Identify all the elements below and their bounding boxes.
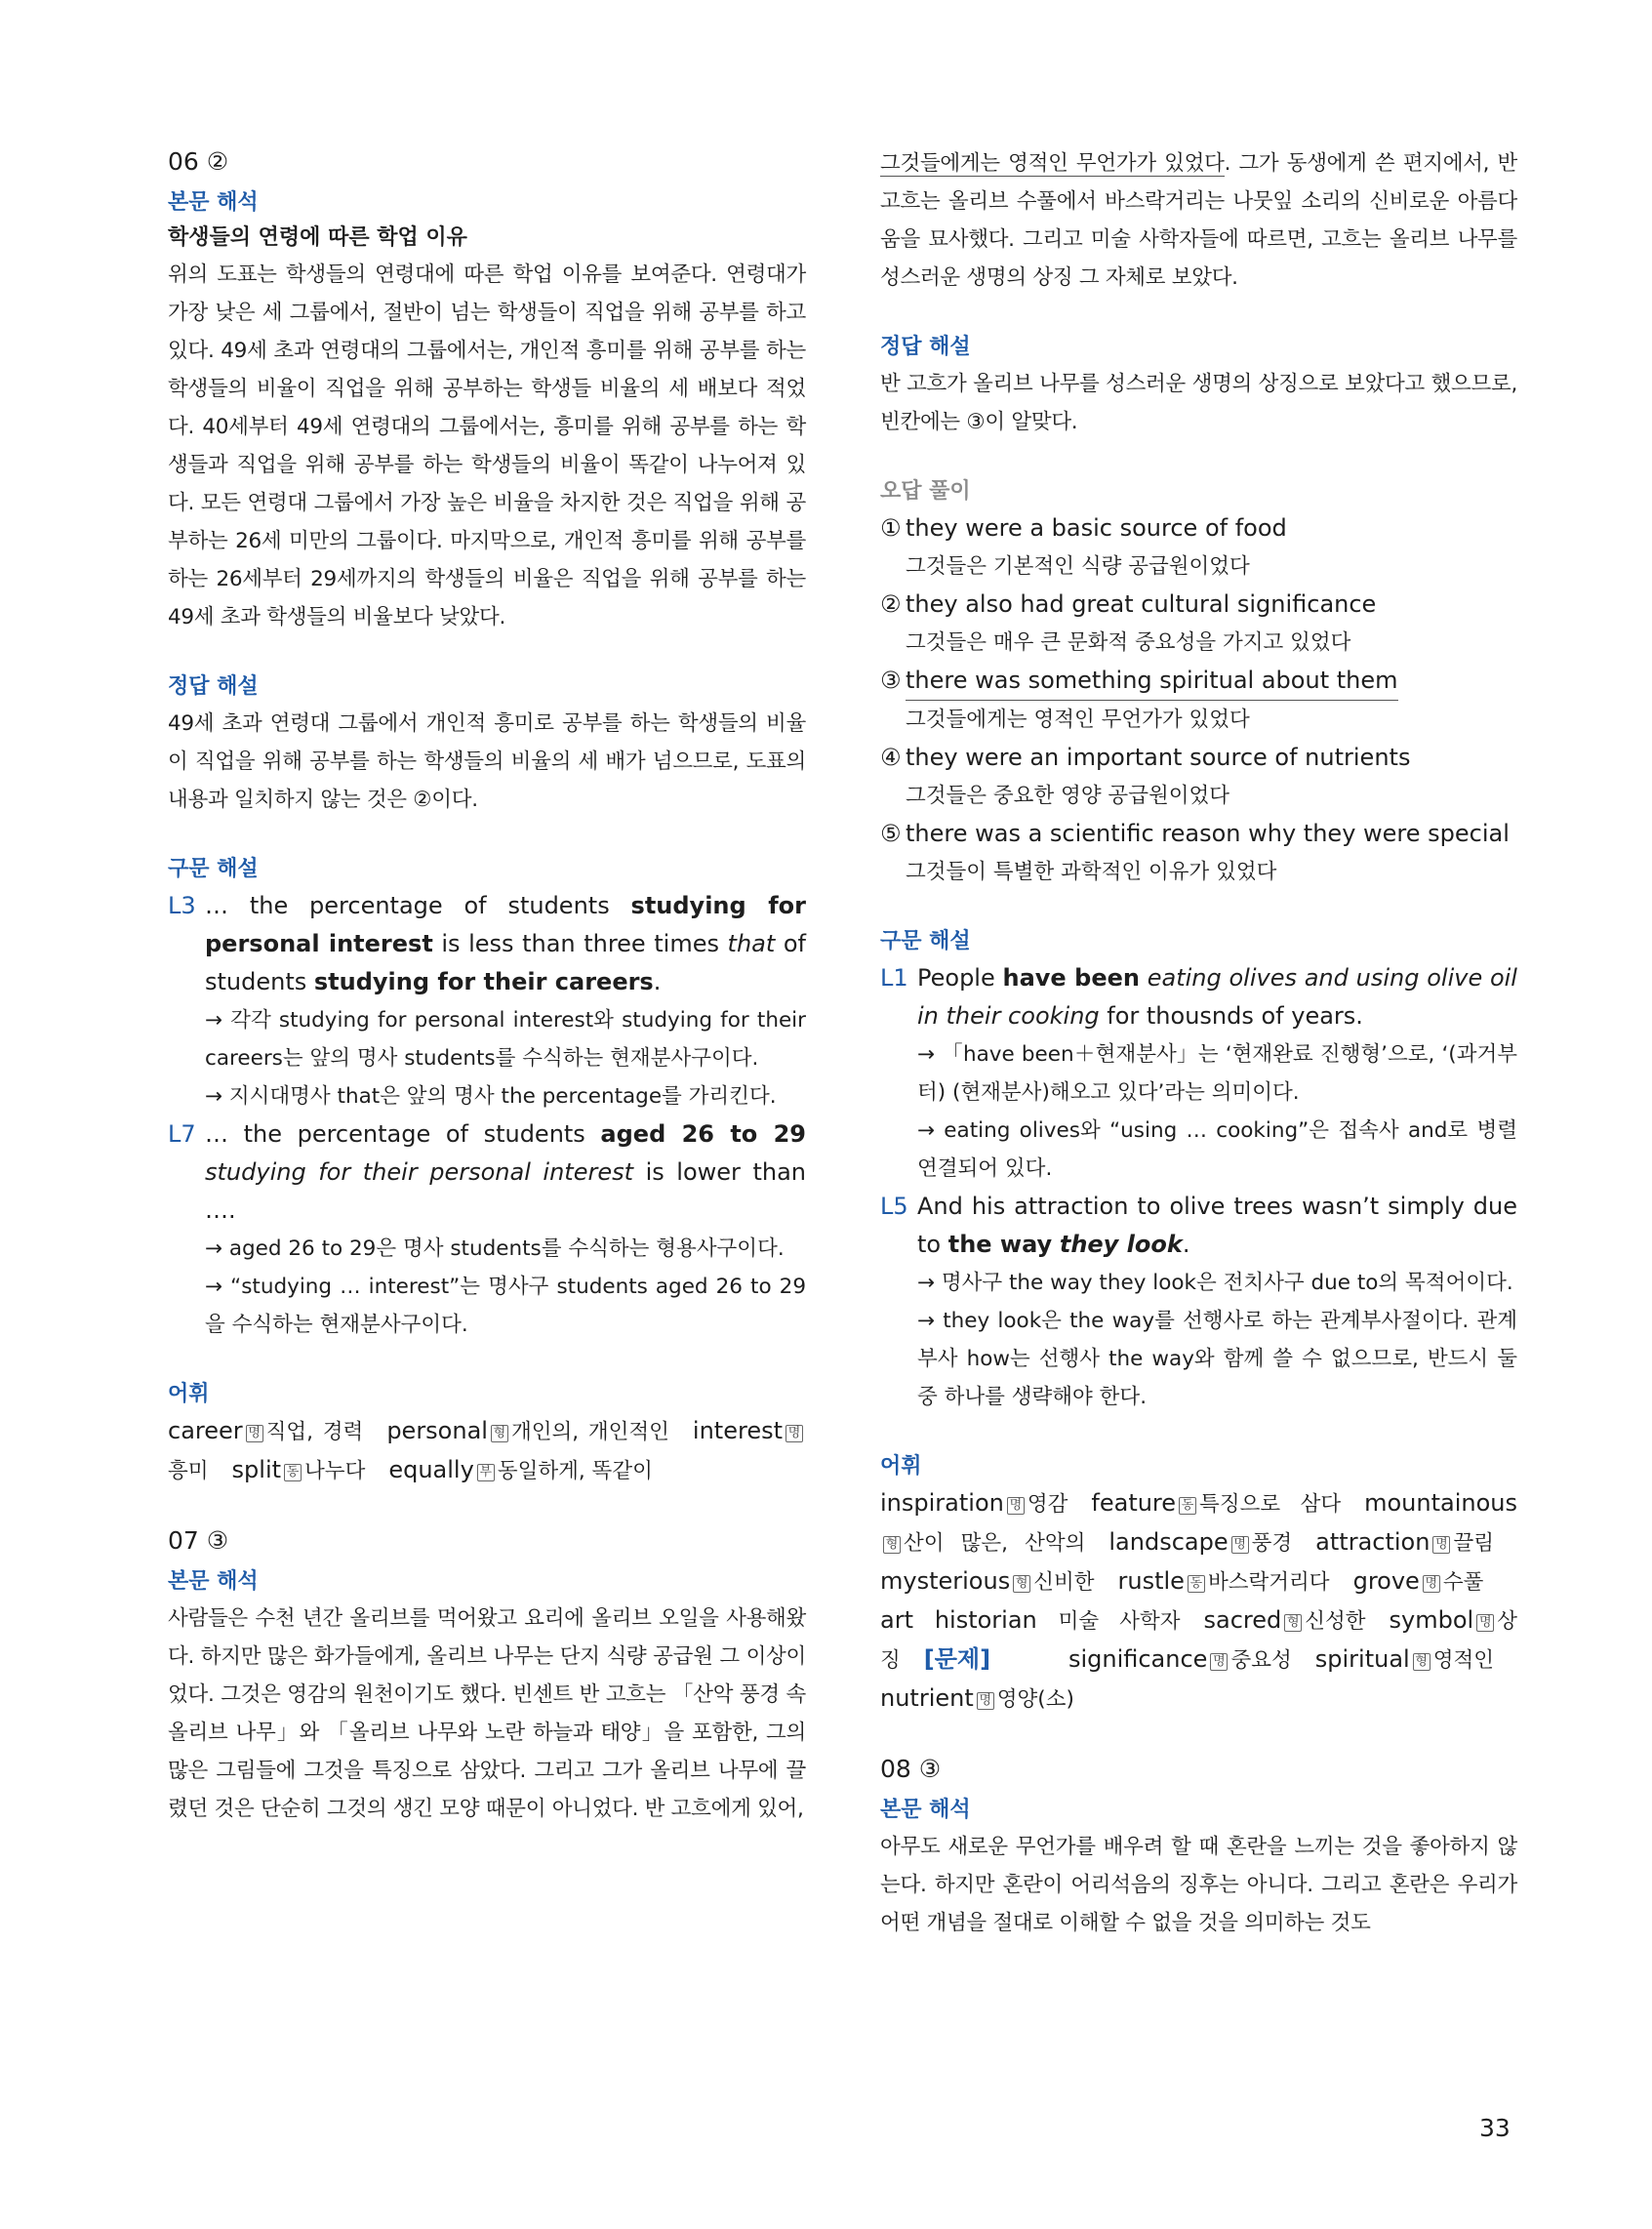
vocab-meaning: 개인의, 개인적인 xyxy=(510,1420,669,1444)
vocab-item xyxy=(1315,1528,1494,1556)
vocab-meaning: 영양(소) xyxy=(996,1687,1074,1712)
page-number: 33 xyxy=(1479,2114,1511,2142)
vocab-word: symbol xyxy=(1389,1606,1474,1634)
pos-tag: 형 xyxy=(491,1425,508,1442)
vocab-item xyxy=(1118,1567,1330,1595)
line-label: L5 xyxy=(880,1193,908,1220)
q06-syntax-l7 xyxy=(168,1115,806,1344)
l7-note-1: → aged 26 to 29은 명사 students를 수식하는 형용사구이다. xyxy=(205,1236,785,1261)
vocab-word: mysterious xyxy=(880,1567,1011,1595)
q07-translation-heading: 본문 해석 xyxy=(168,1569,259,1594)
vocab-meaning: 동일하게, 똑같이 xyxy=(497,1459,653,1483)
vocab-meaning: 신성한 xyxy=(1305,1609,1366,1634)
pos-tag: 형 xyxy=(1013,1575,1030,1593)
vocab-word: attraction xyxy=(1315,1528,1430,1556)
q07-syntax-l1 xyxy=(880,959,1517,1188)
vocab-item xyxy=(880,1684,1074,1712)
q06-syntax-heading: 구문 해설 xyxy=(168,857,259,881)
l3-note-1: → 각각 studying for personal interest와 studying for their careers는 앞의 명사 students를 수식하는 현재분사구이다. xyxy=(205,1008,806,1071)
vocab-item xyxy=(1203,1606,1365,1634)
vocab-word: equally xyxy=(388,1456,474,1483)
vocab-word: grove xyxy=(1352,1567,1420,1595)
option-english: they were an important source of nutrients xyxy=(906,744,1411,771)
vocab-meaning: 직업, 경력 xyxy=(265,1420,364,1444)
option-number: ② xyxy=(880,590,902,618)
vocab-word: significance xyxy=(1068,1645,1208,1673)
q08-translation-heading: 본문 해석 xyxy=(880,1798,971,1822)
q07-vocab-heading: 어휘 xyxy=(880,1454,922,1479)
option-english: there was something spiritual about them xyxy=(906,662,1398,701)
vocab-item xyxy=(386,1417,669,1444)
option-english: they also had great cultural significance xyxy=(906,590,1377,618)
q06-answer-heading: 정답 해설 xyxy=(168,674,259,699)
vocab-word: feature xyxy=(1091,1489,1177,1517)
q06-vocab xyxy=(168,1412,806,1490)
q07-syntax-l5 xyxy=(880,1188,1517,1416)
pos-tag: 명 xyxy=(1007,1497,1025,1515)
option-korean: 그것들이 특별한 과학적인 이유가 있었다 xyxy=(906,860,1277,884)
vocab-item xyxy=(1108,1528,1292,1556)
pos-tag: 형 xyxy=(1284,1614,1302,1632)
question-08-number: 08 ③ xyxy=(880,1755,942,1783)
option-1 xyxy=(880,509,1517,586)
vocab-word: spiritual xyxy=(1314,1645,1410,1673)
q07-vocab xyxy=(880,1484,1517,1719)
vocab-word: personal xyxy=(386,1417,488,1444)
line-label: L3 xyxy=(168,892,196,919)
l7-note-2: → “studying … interest”는 명사구 students aged 26 to 29을 수식하는 현재분사구이다. xyxy=(205,1275,806,1337)
vocab-meaning: 끌림 xyxy=(1453,1531,1494,1556)
vocab-item xyxy=(232,1456,366,1483)
l5-note-1: → 명사구 the way they look은 전치사구 due to의 목적어이다. xyxy=(917,1271,1513,1295)
pos-tag: 형 xyxy=(1413,1653,1430,1671)
pos-tag: 동 xyxy=(284,1464,302,1481)
vocab-meaning: 흥미 xyxy=(168,1459,209,1483)
pos-tag: 명 xyxy=(246,1425,263,1442)
vocab-word: sacred xyxy=(1203,1606,1282,1634)
option-4 xyxy=(880,739,1517,815)
option-korean: 그것들은 기본적인 식량 공급원이었다 xyxy=(906,554,1250,579)
l1-sentence: People have been eating olives and using olive oil in their cooking for thousnds of years. xyxy=(917,964,1517,1030)
vocab-meaning: 중요성 xyxy=(1230,1648,1292,1673)
pos-tag: 형 xyxy=(883,1536,901,1554)
l3-sentence: … the percentage of students studying for personal interest is less than three times that of students studying for their careers. xyxy=(205,892,807,995)
l1-note-2: → eating olives와 “using … cooking”은 접속사 and로 병렬 연결되어 있다. xyxy=(917,1118,1517,1181)
option-korean: 그것들에게는 영적인 무언가가 있었다 xyxy=(906,708,1250,732)
vocab-meaning: 산이 많은, 산악의 xyxy=(904,1531,1086,1556)
q06-vocab-heading: 어휘 xyxy=(168,1382,210,1406)
option-english: they were a basic source of food xyxy=(906,514,1287,542)
vocab-item xyxy=(1315,1645,1494,1673)
l5-sentence: And his attraction to olive trees wasn’t simply due to the way they look. xyxy=(917,1193,1517,1258)
option-3 xyxy=(880,662,1517,739)
vocab-word: art historian xyxy=(880,1606,1037,1634)
pos-tag: 명 xyxy=(786,1425,803,1442)
right-column xyxy=(880,144,1517,1942)
pos-tag: 동 xyxy=(1179,1497,1196,1515)
pos-tag: 명 xyxy=(1210,1653,1228,1671)
vocab-meaning: 수풀 xyxy=(1442,1570,1484,1595)
question-06-number: 06 ② xyxy=(168,147,229,176)
vocab-meaning: 바스락거리다 xyxy=(1207,1570,1330,1595)
pos-tag: 명 xyxy=(1432,1536,1450,1554)
q07-answer: 반 고흐가 올리브 나무를 성스러운 생명의 상징으로 보았다고 했으므로, 빈칸에는 ③이 알맞다. xyxy=(880,372,1517,434)
q06-syntax-l3 xyxy=(168,887,806,1115)
vocab-word: mountainous xyxy=(1364,1489,1517,1517)
q07-options xyxy=(880,509,1517,891)
option-5 xyxy=(880,815,1517,891)
vocab-word: nutrient xyxy=(880,1684,974,1712)
underlined-phrase: 그것들에게는 영적인 무언가가 있었다 xyxy=(880,151,1225,176)
vocab-meaning: 영감 xyxy=(1027,1492,1068,1517)
vocab-item xyxy=(880,1567,1095,1595)
vocab-meaning: 신비한 xyxy=(1033,1570,1095,1595)
q07-syntax-heading: 구문 해설 xyxy=(880,929,971,953)
q06-translation-heading: 본문 해석 xyxy=(168,190,259,215)
q07-translation-continued: 그것들에게는 영적인 무언가가 있었다. 그가 동생에게 쓴 편지에서, 반 고흐는 올리브 수풀에서 바스락거리는 나뭇잎 소리의 신비로운 아름다움을 묘사했다. 그리고 미술 사학자들에 따르면, 고흐는 올리브 나무를 성스러운 생명의 상징 그 자체로 보았다. xyxy=(880,151,1518,290)
vocab-meaning: 미술 사학자 xyxy=(1058,1609,1181,1634)
vocab-word: career xyxy=(168,1417,243,1444)
l1-note-1: → 「have been＋현재분사」는 ‘현재완료 진행형’으로, ‘(과거부터) (현재분사)해오고 있다’라는 의미이다. xyxy=(917,1042,1517,1105)
q08-translation: 아무도 새로운 무언가를 배우려 할 때 혼란을 느끼는 것을 좋아하지 않는다. 하지만 혼란이 어리석음의 징후는 아니다. 그리고 혼란은 우리가 어떤 개념을 절대로 이해할 수 없을 것을 의미하는 것도 xyxy=(880,1835,1517,1935)
pos-tag: 명 xyxy=(1476,1614,1494,1632)
option-number: ① xyxy=(880,514,902,542)
vocab-meaning: 나누다 xyxy=(304,1459,366,1483)
l5-note-2: → they look은 the way를 선행사로 하는 관계부사절이다. 관계부사 how는 선행사 the way와 함께 쓸 수 없으므로, 반드시 둘 중 하나를 생략해야 한다. xyxy=(917,1309,1517,1409)
l7-sentence: … the percentage of students aged 26 to 29 studying for their personal interest is lower than …. xyxy=(205,1120,807,1224)
question-07-number: 07 ③ xyxy=(168,1526,229,1555)
vocab-meaning: 영적인 xyxy=(1432,1648,1494,1673)
q06-answer: 49세 초과 연령대 그룹에서 개인적 흥미로 공부를 하는 학생들의 비율이 직업을 위해 공부를 하는 학생들의 비율의 세 배가 넘으므로, 도표의 내용과 일치하지 않는 것은 ②이다. xyxy=(168,711,806,812)
q06-translation: 위의 도표는 학생들의 연령대에 따른 학업 이유를 보여준다. 연령대가 가장 낮은 세 그룹에서, 절반이 넘는 학생들이 직업을 위해 공부를 하고 있다. 49세 초과 연령대의 그룹에서는, 개인적 흥미를 위해 공부를 하는 학생들의 비율이 직업을 위해 공부하는 학생들 비율의 세 배보다 적었다. 40세부터 49세 연령대의 그룹에서는, 흥미를 위해 공부를 하는 학생들과 직업을 위해 공부를 하는 학생들의 비율이 똑같이 나누어져 있다. 모든 연령대 그룹에서 가장 높은 비율을 차지한 것은 직업을 위해 공부하는 26세 미만의 그룹이다. 마지막으로, 개인적 흥미를 위해 공부를 하는 26세부터 29세까지의 학생들의 비율은 직업을 위해 공부를 하는 49세 초과 학생들의 비율보다 낮았다. xyxy=(168,263,806,629)
vocab-word: inspiration xyxy=(880,1489,1004,1517)
vocab-item: [문제] significance 명 중요성 xyxy=(923,1645,1292,1673)
line-label: L7 xyxy=(168,1120,196,1148)
pos-tag: 명 xyxy=(977,1692,994,1710)
vocab-word: rustle xyxy=(1117,1567,1185,1595)
option-number: ③ xyxy=(880,667,902,694)
vocab-meaning: 풍경 xyxy=(1251,1531,1293,1556)
vocab-word: interest xyxy=(692,1417,783,1444)
option-2 xyxy=(880,586,1517,662)
option-number: ④ xyxy=(880,744,902,771)
q06-subtitle: 학생들의 연령에 따른 학업 이유 xyxy=(168,225,467,250)
option-english: there was a scientific reason why they were special xyxy=(906,820,1510,847)
vocab-item xyxy=(1353,1567,1484,1595)
option-korean: 그것들은 매우 큰 문화적 중요성을 가지고 있었다 xyxy=(906,630,1351,655)
vocab-item xyxy=(1091,1489,1341,1517)
q07-wrong-heading: 오답 풀이 xyxy=(880,479,971,504)
vocab-item xyxy=(880,1606,1180,1634)
pos-tag: 명 xyxy=(1423,1575,1440,1593)
q07-translation-part-a: 사람들은 수천 년간 올리브를 먹어왔고 요리에 올리브 오일을 사용해왔다. 하지만 많은 화가들에게, 올리브 나무는 단지 식량 공급원 그 이상이었다. 그것은 영감의 원천이기도 했다. 빈센트 반 고흐는 「산악 풍경 속 올리브 나무」와 「올리브 나무와 노란 하늘과 태양」을 포함한, 그의 많은 그림들에 그것을 특징으로 삼았다. 그리고 그가 올리브 나무에 끌렸던 것은 단순히 그것의 생긴 모양 때문이 아니었다. 반 고흐에게 있어, xyxy=(168,1606,806,1821)
vocab-item xyxy=(168,1417,363,1444)
option-korean: 그것들은 중요한 영양 공급원이었다 xyxy=(906,784,1230,808)
vocab-item xyxy=(388,1456,653,1483)
vocab-word: split xyxy=(231,1456,282,1483)
left-column xyxy=(168,144,806,1828)
vocab-item xyxy=(880,1489,1068,1517)
pos-tag: 명 xyxy=(1231,1536,1249,1554)
pos-tag: 동 xyxy=(1188,1575,1205,1593)
l3-note-2: → 지시대명사 that은 앞의 명사 the percentage를 가리킨다. xyxy=(205,1084,777,1109)
vocab-meaning: 상징 xyxy=(880,1609,1517,1673)
pos-tag: 부 xyxy=(477,1464,495,1481)
vocab-word: landscape xyxy=(1108,1528,1229,1556)
q07-answer-heading: 정답 해설 xyxy=(880,335,971,359)
line-label: L1 xyxy=(880,964,908,992)
vocab-meaning: 특징으로 삼다 xyxy=(1199,1492,1342,1517)
option-number: ⑤ xyxy=(880,820,902,847)
